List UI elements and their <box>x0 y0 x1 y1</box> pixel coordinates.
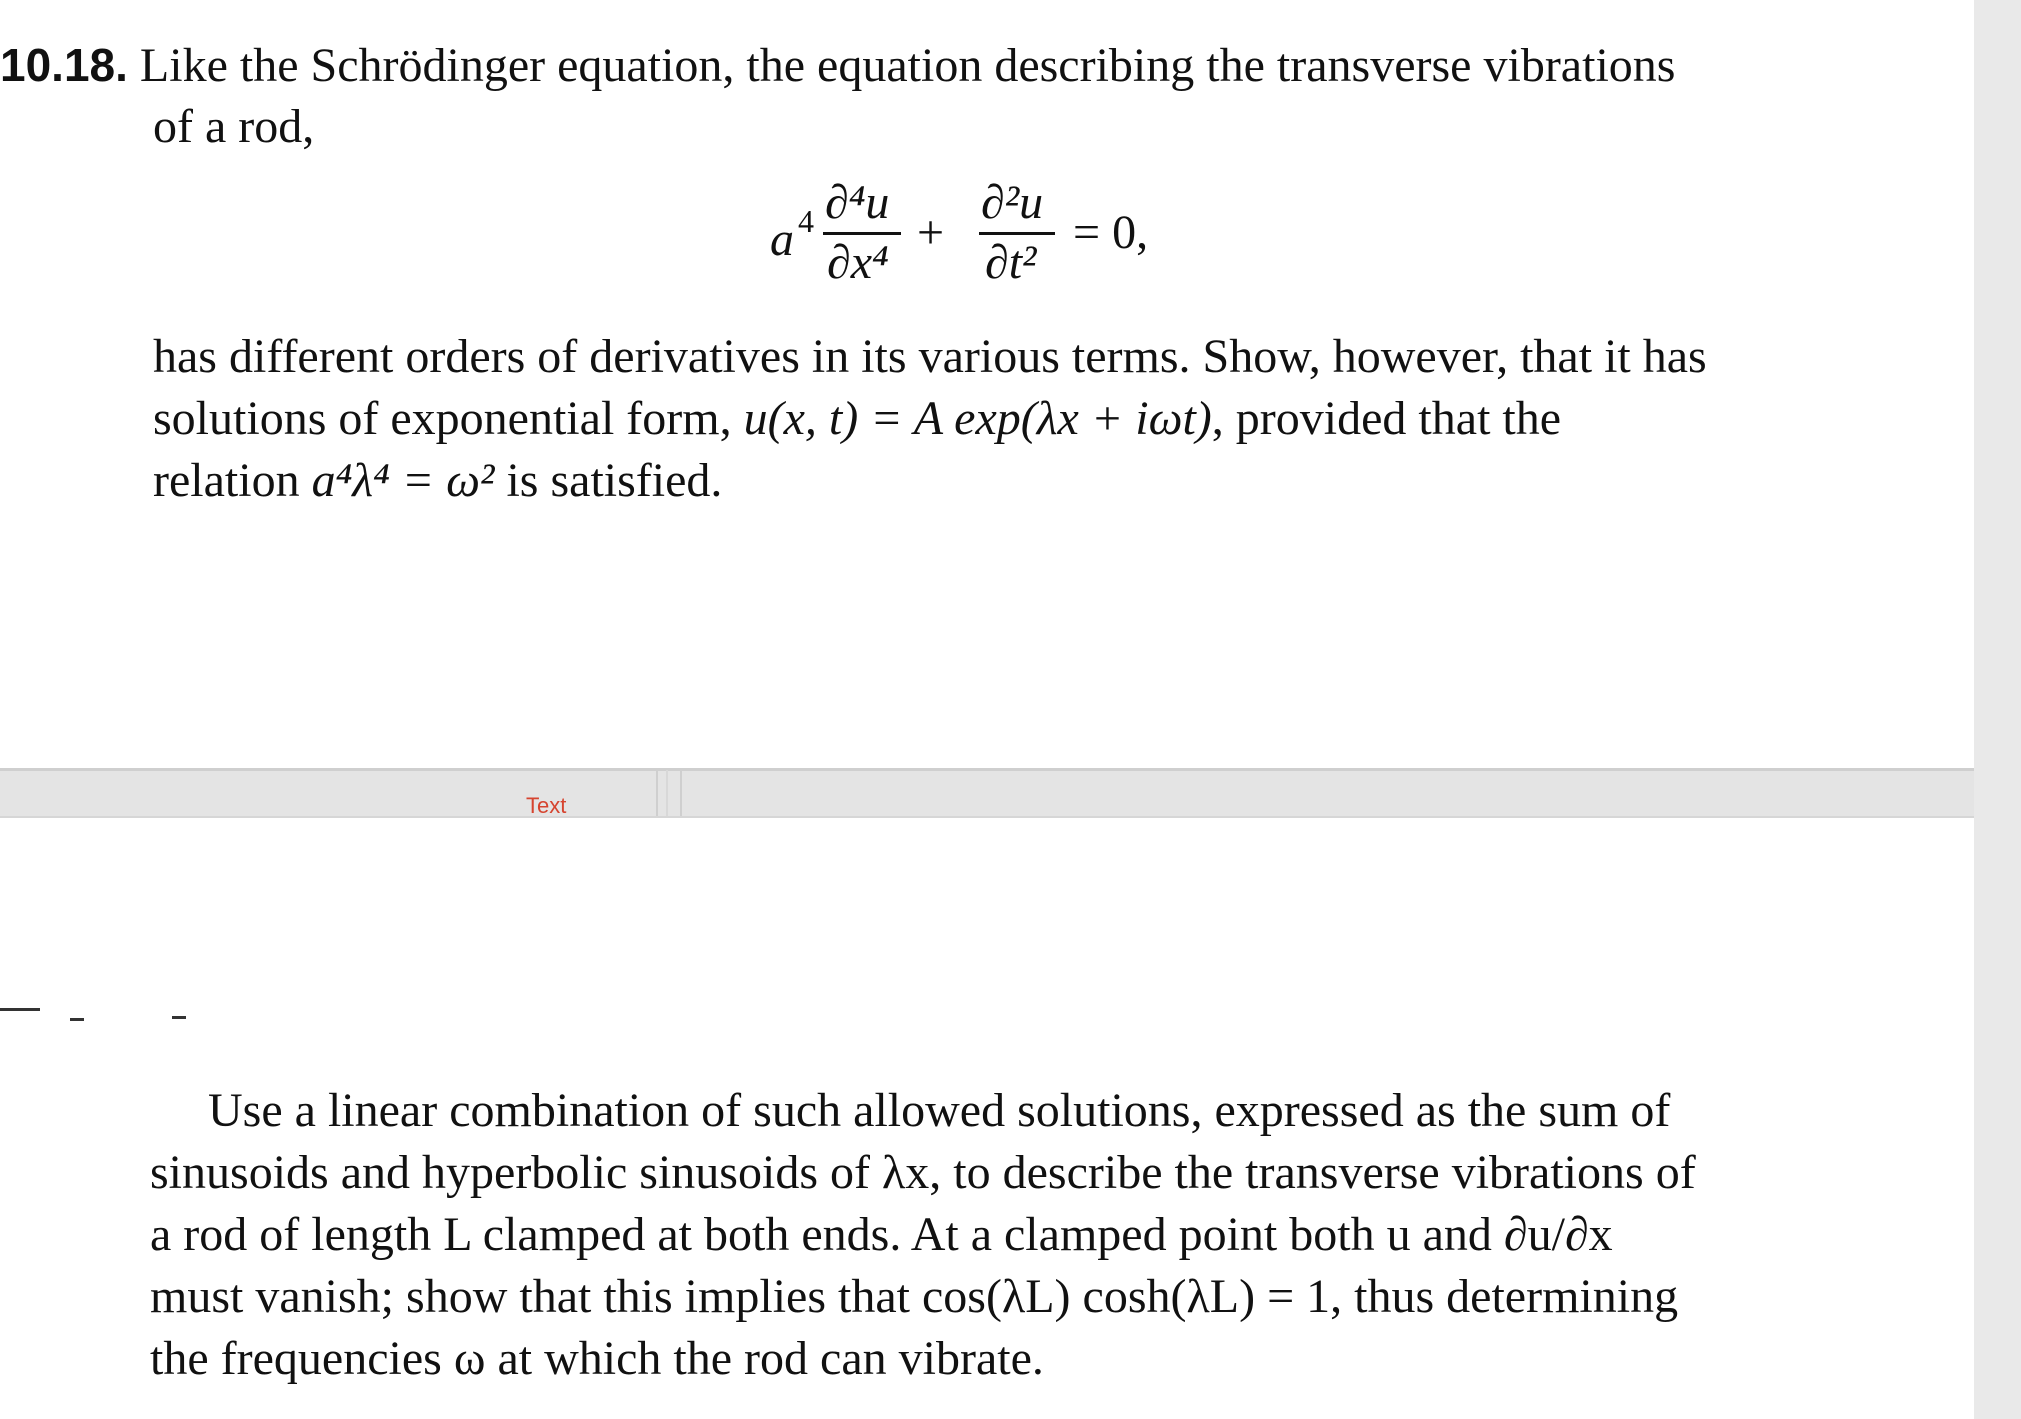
problem-number: 10.18. <box>0 39 128 91</box>
scan-artifact <box>172 1016 186 1019</box>
document-page-bottom <box>0 818 1974 1419</box>
eq-frac1-bar <box>823 232 901 235</box>
intro-line-2: of a rod, <box>153 100 315 153</box>
intro-line-1: Like the Schrödinger equation, the equation describing the transverse vibrations <box>139 39 1676 92</box>
exponential-solution: u(x, t) = A exp(λx + iωt) <box>743 392 1212 445</box>
body-line-3-post: is satisfied. <box>494 454 723 507</box>
body-line-3 <box>153 450 722 512</box>
dispersion-relation: a⁴λ⁴ = ω² <box>311 454 495 507</box>
eq-frac2-denominator: ∂t² <box>985 236 1037 289</box>
eq-coefficient-exponent: 4 <box>798 203 814 239</box>
scan-artifact <box>70 1018 84 1021</box>
eq-plus: + <box>917 206 945 259</box>
eq-frac2-numerator: ∂²u <box>981 176 1044 229</box>
rod-vibration-equation <box>765 176 1185 310</box>
text-annotation-label[interactable]: Text <box>526 793 567 818</box>
eq-frac1-denominator: ∂x⁴ <box>827 236 889 289</box>
eq-frac2-bar <box>979 232 1055 235</box>
part2-line-2: sinusoids and hyperbolic sinusoids of λx, to describe the transverse vibrations of <box>150 1146 1696 1199</box>
part2-line-1: Use a linear combination of such allowed solutions, expressed as the sum of <box>208 1084 1671 1137</box>
eq-frac1-numerator: ∂⁴u <box>825 176 890 229</box>
part2-line-5: the frequencies ω at which the rod can vibrate. <box>150 1332 1044 1385</box>
right-scroll-rail[interactable] <box>1974 0 2021 1419</box>
eq-coefficient: a <box>770 213 794 266</box>
body-line-3-pre: relation <box>153 454 312 507</box>
problem-heading <box>0 34 1675 97</box>
page-split-handle[interactable] <box>656 770 682 820</box>
body-line-2 <box>153 388 1561 450</box>
body-line-2-post: , provided that the <box>1211 392 1562 445</box>
part2-line-3: a rod of length L clamped at both ends. At a clamped point both u and ∂u/∂x <box>150 1208 1613 1261</box>
eq-rhs: = 0, <box>1073 206 1149 259</box>
part2-line-4: must vanish; show that this implies that cos(λL) cosh(λL) = 1, thus determining <box>150 1270 1679 1323</box>
body-line-1: has different orders of derivatives in its various terms. Show, however, that it has <box>153 330 1707 383</box>
scan-artifact <box>0 1008 40 1011</box>
body-line-2-pre: solutions of exponential form, <box>153 392 744 445</box>
